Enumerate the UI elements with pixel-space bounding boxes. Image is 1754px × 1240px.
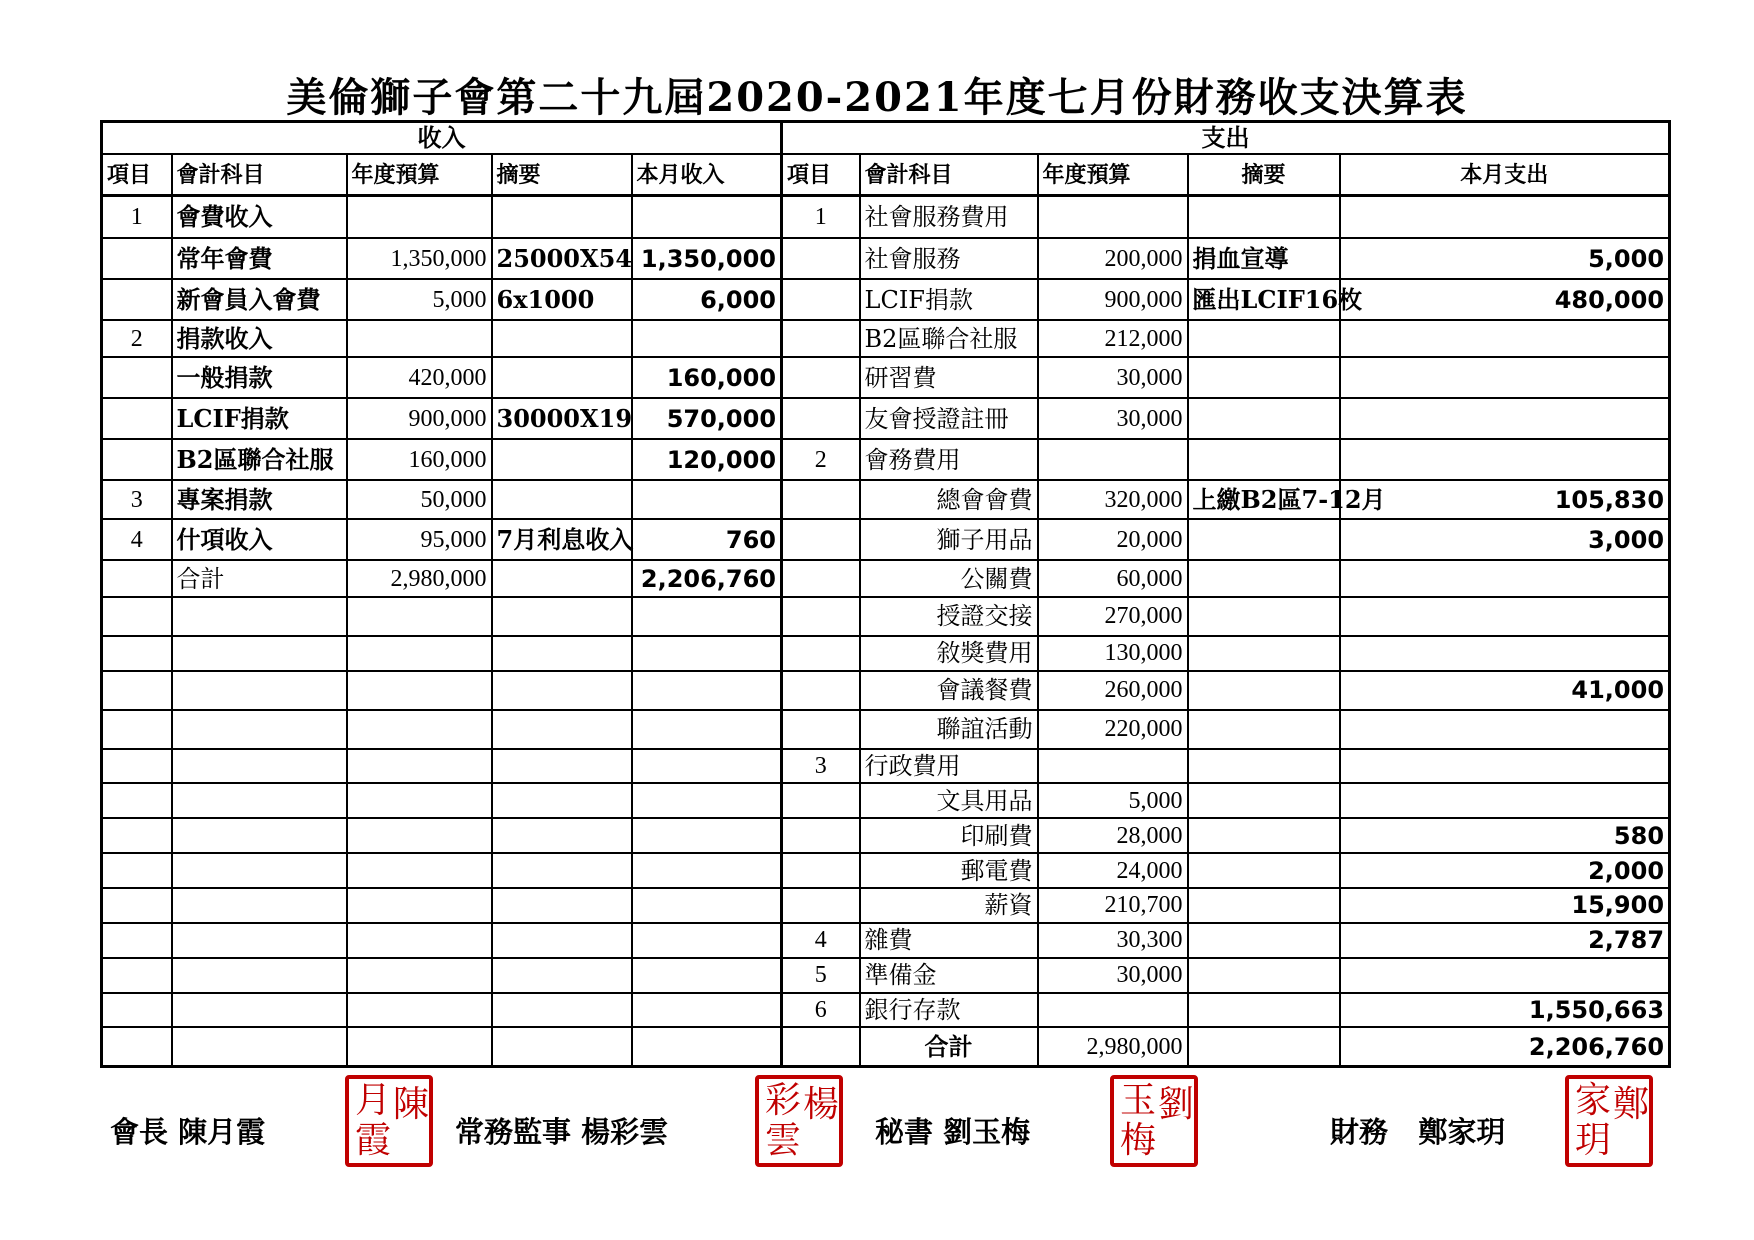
seal-char: 陳 (393, 1084, 430, 1125)
expense-index (782, 560, 860, 597)
expense-budget: 28,000 (1038, 818, 1188, 853)
expense-amount: 5,000 (1340, 238, 1670, 279)
expense-budget: 30,000 (1038, 958, 1188, 993)
table-row (102, 958, 1670, 993)
signature-role: 會長 (110, 1115, 169, 1149)
income-amount (632, 480, 782, 519)
income-budget (347, 958, 492, 993)
income-index (102, 958, 172, 993)
income-col-memo: 摘要 (492, 154, 632, 195)
income-amount: 570,000 (632, 398, 782, 439)
income-memo: 6x1000 (492, 279, 632, 320)
income-account: 一般捐款 (172, 357, 347, 398)
expense-budget: 20,000 (1038, 519, 1188, 560)
expense-memo (1188, 560, 1340, 597)
seal-char: 梅 (1120, 1120, 1157, 1161)
income-amount (632, 320, 782, 357)
income-account: LCIF捐款 (172, 398, 347, 439)
expense-memo (1188, 636, 1340, 671)
income-budget: 50,000 (347, 480, 492, 519)
expense-budget (1038, 195, 1188, 238)
income-memo (492, 560, 632, 597)
expense-account: 研習費 (860, 357, 1038, 398)
expense-account: LCIF捐款 (860, 279, 1038, 320)
signature-treasurer (1330, 1110, 1505, 1151)
expense-amount: 3,000 (1340, 519, 1670, 560)
income-memo: 25000X54 (492, 238, 632, 279)
expense-index (782, 783, 860, 818)
income-memo (492, 480, 632, 519)
expense-memo (1188, 195, 1340, 238)
expense-index (782, 398, 860, 439)
income-amount: 760 (632, 519, 782, 560)
income-memo (492, 671, 632, 710)
income-amount (632, 853, 782, 888)
expense-amount: 480,000 (1340, 279, 1670, 320)
income-memo (492, 923, 632, 958)
seal-char: 玉 (1120, 1080, 1157, 1121)
expense-col-index: 項目 (782, 154, 860, 195)
expense-amount: 2,000 (1340, 853, 1670, 888)
income-amount (632, 1027, 782, 1066)
expense-index: 2 (782, 439, 860, 480)
income-memo (492, 853, 632, 888)
income-amount (632, 958, 782, 993)
expense-amount (1340, 958, 1670, 993)
expense-amount (1340, 439, 1670, 480)
table-row (102, 398, 1670, 439)
expense-budget: 30,000 (1038, 357, 1188, 398)
signature-block (0, 1075, 1754, 1195)
expense-budget: 24,000 (1038, 853, 1188, 888)
expense-index (782, 597, 860, 636)
expense-col-budget: 年度預算 (1038, 154, 1188, 195)
income-amount (632, 636, 782, 671)
signature-supervisor (455, 1110, 668, 1151)
income-amount (632, 783, 782, 818)
expense-budget: 130,000 (1038, 636, 1188, 671)
expense-account: 社會服務 (860, 238, 1038, 279)
income-index (102, 636, 172, 671)
table-row (102, 238, 1670, 279)
expense-memo (1188, 993, 1340, 1028)
income-account (172, 853, 347, 888)
income-amount (632, 749, 782, 784)
income-account (172, 923, 347, 958)
expense-memo (1188, 671, 1340, 710)
expense-budget: 900,000 (1038, 279, 1188, 320)
income-account (172, 993, 347, 1028)
signature-role: 財務 (1330, 1115, 1389, 1149)
expense-account: 文具用品 (860, 783, 1038, 818)
table-row (102, 597, 1670, 636)
income-account (172, 818, 347, 853)
signature-role: 常務監事 (455, 1115, 572, 1149)
income-account (172, 671, 347, 710)
signature-name: 陳月霞 (178, 1115, 266, 1149)
expense-account: 準備金 (860, 958, 1038, 993)
seal-char: 玥 (1575, 1120, 1612, 1161)
expense-index (782, 238, 860, 279)
expense-index (782, 1027, 860, 1066)
income-account: 專案捐款 (172, 480, 347, 519)
expense-index (782, 671, 860, 710)
income-budget (347, 195, 492, 238)
table-row (102, 1027, 1670, 1066)
expense-section-label: 支出 (782, 122, 1670, 155)
expense-memo (1188, 597, 1340, 636)
expense-memo (1188, 888, 1340, 923)
expense-budget (1038, 749, 1188, 784)
income-budget (347, 993, 492, 1028)
income-memo (492, 195, 632, 238)
table-row (102, 853, 1670, 888)
income-index (102, 597, 172, 636)
income-index: 4 (102, 519, 172, 560)
seal-stamp-treasurer (1565, 1075, 1653, 1167)
expense-account: 獅子用品 (860, 519, 1038, 560)
expense-account: 行政費用 (860, 749, 1038, 784)
expense-budget: 212,000 (1038, 320, 1188, 357)
income-amount (632, 195, 782, 238)
seal-char: 霞 (355, 1120, 392, 1161)
expense-account: 雜費 (860, 923, 1038, 958)
expense-amount: 2,206,760 (1340, 1027, 1670, 1066)
column-header-row (102, 154, 1670, 195)
income-account (172, 783, 347, 818)
income-account (172, 958, 347, 993)
table-row (102, 993, 1670, 1028)
expense-budget: 30,000 (1038, 398, 1188, 439)
expense-account: 郵電費 (860, 853, 1038, 888)
expense-account: 總會會費 (860, 480, 1038, 519)
expense-col-account: 會計科目 (860, 154, 1038, 195)
expense-memo (1188, 398, 1340, 439)
income-index (102, 710, 172, 749)
income-col-account: 會計科目 (172, 154, 347, 195)
expense-index (782, 710, 860, 749)
expense-index (782, 480, 860, 519)
income-amount (632, 597, 782, 636)
expense-budget (1038, 993, 1188, 1028)
income-account: B2區聯合社服 (172, 439, 347, 480)
income-memo (492, 993, 632, 1028)
income-amount: 160,000 (632, 357, 782, 398)
seal-char: 鄭 (1613, 1084, 1650, 1125)
expense-amount (1340, 357, 1670, 398)
expense-account: 會議餐費 (860, 671, 1038, 710)
income-memo (492, 818, 632, 853)
income-memo (492, 710, 632, 749)
income-account: 常年會費 (172, 238, 347, 279)
income-budget: 95,000 (347, 519, 492, 560)
expense-budget: 200,000 (1038, 238, 1188, 279)
table-row (102, 480, 1670, 519)
expense-amount (1340, 560, 1670, 597)
expense-memo (1188, 320, 1340, 357)
table-row (102, 357, 1670, 398)
signature-president (110, 1110, 265, 1151)
expense-account: 公關費 (860, 560, 1038, 597)
expense-amount (1340, 320, 1670, 357)
seal-char: 楊 (803, 1084, 840, 1125)
income-budget (347, 923, 492, 958)
seal-char: 彩 (765, 1080, 802, 1121)
income-budget: 2,980,000 (347, 560, 492, 597)
income-budget (347, 853, 492, 888)
income-amount: 2,206,760 (632, 560, 782, 597)
expense-memo: 上繳B2區7-12月 (1188, 480, 1340, 519)
income-index (102, 1027, 172, 1066)
expense-index (782, 357, 860, 398)
table-row (102, 560, 1670, 597)
income-account: 會費收入 (172, 195, 347, 238)
expense-memo (1188, 783, 1340, 818)
table-row (102, 783, 1670, 818)
expense-memo (1188, 357, 1340, 398)
income-memo (492, 636, 632, 671)
expense-col-memo: 摘要 (1188, 154, 1340, 195)
income-amount: 6,000 (632, 279, 782, 320)
expense-budget (1038, 439, 1188, 480)
income-account (172, 749, 347, 784)
expense-budget: 210,700 (1038, 888, 1188, 923)
income-memo (492, 357, 632, 398)
income-amount: 1,350,000 (632, 238, 782, 279)
income-amount (632, 710, 782, 749)
income-index: 3 (102, 480, 172, 519)
expense-account: B2區聯合社服 (860, 320, 1038, 357)
income-budget: 900,000 (347, 398, 492, 439)
expense-account: 社會服務費用 (860, 195, 1038, 238)
income-col-index: 項目 (102, 154, 172, 195)
income-index (102, 818, 172, 853)
expense-memo (1188, 958, 1340, 993)
table-row (102, 279, 1670, 320)
table-row (102, 195, 1670, 238)
income-memo (492, 320, 632, 357)
income-index: 2 (102, 320, 172, 357)
expense-index: 3 (782, 749, 860, 784)
table-row (102, 888, 1670, 923)
expense-budget: 5,000 (1038, 783, 1188, 818)
expense-amount: 2,787 (1340, 923, 1670, 958)
income-index: 1 (102, 195, 172, 238)
signature-name: 楊彩雲 (581, 1115, 669, 1149)
income-amount: 120,000 (632, 439, 782, 480)
income-account (172, 710, 347, 749)
seal-char: 家 (1575, 1080, 1612, 1121)
section-header-row (102, 122, 1670, 155)
table-row (102, 671, 1670, 710)
income-memo (492, 958, 632, 993)
seal-stamp-president (345, 1075, 433, 1167)
income-memo (492, 439, 632, 480)
income-index (102, 560, 172, 597)
seal-stamp-supervisor (755, 1075, 843, 1167)
expense-memo (1188, 710, 1340, 749)
expense-memo: 捐血宣導 (1188, 238, 1340, 279)
seal-char: 月 (355, 1080, 392, 1121)
table-row (102, 818, 1670, 853)
income-index (102, 279, 172, 320)
income-account: 新會員入會費 (172, 279, 347, 320)
income-account: 什項收入 (172, 519, 347, 560)
seal-stamp-secretary (1110, 1075, 1198, 1167)
expense-account: 合計 (860, 1027, 1038, 1066)
expense-account: 會務費用 (860, 439, 1038, 480)
income-col-amount: 本月收入 (632, 154, 782, 195)
income-budget: 420,000 (347, 357, 492, 398)
income-index (102, 783, 172, 818)
expense-budget: 260,000 (1038, 671, 1188, 710)
income-memo (492, 749, 632, 784)
signature-role: 秘書 (875, 1115, 934, 1149)
income-account: 合計 (172, 560, 347, 597)
expense-memo (1188, 923, 1340, 958)
expense-account: 友會授證註冊 (860, 398, 1038, 439)
income-index (102, 357, 172, 398)
income-budget: 1,350,000 (347, 238, 492, 279)
income-col-budget: 年度預算 (347, 154, 492, 195)
table-row (102, 439, 1670, 480)
expense-col-amount: 本月支出 (1340, 154, 1670, 195)
income-section-label: 收入 (102, 122, 782, 155)
expense-amount (1340, 783, 1670, 818)
expense-memo (1188, 853, 1340, 888)
income-account (172, 1027, 347, 1066)
income-amount (632, 888, 782, 923)
income-account: 捐款收入 (172, 320, 347, 357)
expense-budget: 60,000 (1038, 560, 1188, 597)
income-budget (347, 783, 492, 818)
expense-amount (1340, 195, 1670, 238)
expense-account: 聯誼活動 (860, 710, 1038, 749)
income-index (102, 993, 172, 1028)
signature-name: 鄭家玥 (1418, 1115, 1506, 1149)
expense-amount: 15,900 (1340, 888, 1670, 923)
income-amount (632, 993, 782, 1028)
expense-memo: 匯出LCIF16枚 (1188, 279, 1340, 320)
income-memo: 7月利息收入 (492, 519, 632, 560)
income-account (172, 888, 347, 923)
table-row (102, 320, 1670, 357)
expense-account: 敘獎費用 (860, 636, 1038, 671)
income-budget (347, 636, 492, 671)
signature-secretary (875, 1110, 1030, 1151)
income-budget (347, 818, 492, 853)
income-budget (347, 888, 492, 923)
income-budget: 5,000 (347, 279, 492, 320)
expense-amount (1340, 597, 1670, 636)
income-index (102, 671, 172, 710)
expense-account: 銀行存款 (860, 993, 1038, 1028)
expense-index (782, 320, 860, 357)
expense-amount: 580 (1340, 818, 1670, 853)
income-budget (347, 749, 492, 784)
income-index (102, 749, 172, 784)
income-budget (347, 1027, 492, 1066)
expense-amount: 1,550,663 (1340, 993, 1670, 1028)
expense-index (782, 519, 860, 560)
expense-amount (1340, 398, 1670, 439)
table-row (102, 710, 1670, 749)
income-budget (347, 320, 492, 357)
seal-char: 劉 (1158, 1084, 1195, 1125)
expense-budget: 2,980,000 (1038, 1027, 1188, 1066)
expense-budget: 220,000 (1038, 710, 1188, 749)
income-budget (347, 597, 492, 636)
expense-budget: 270,000 (1038, 597, 1188, 636)
expense-index: 6 (782, 993, 860, 1028)
expense-index (782, 279, 860, 320)
income-budget (347, 671, 492, 710)
table-row (102, 519, 1670, 560)
expense-index: 4 (782, 923, 860, 958)
income-index (102, 439, 172, 480)
expense-account: 印刷費 (860, 818, 1038, 853)
income-memo (492, 597, 632, 636)
expense-account: 授證交接 (860, 597, 1038, 636)
expense-amount: 105,830 (1340, 480, 1670, 519)
expense-memo (1188, 439, 1340, 480)
expense-index: 5 (782, 958, 860, 993)
expense-memo (1188, 818, 1340, 853)
income-amount (632, 923, 782, 958)
income-index (102, 398, 172, 439)
expense-amount: 41,000 (1340, 671, 1670, 710)
table-row (102, 749, 1670, 784)
income-account (172, 597, 347, 636)
expense-amount (1340, 636, 1670, 671)
income-memo (492, 1027, 632, 1066)
income-memo (492, 888, 632, 923)
expense-budget: 30,300 (1038, 923, 1188, 958)
expense-account: 薪資 (860, 888, 1038, 923)
seal-char: 雲 (765, 1120, 802, 1161)
income-index (102, 923, 172, 958)
expense-index (782, 853, 860, 888)
expense-index (782, 818, 860, 853)
income-budget (347, 710, 492, 749)
expense-index: 1 (782, 195, 860, 238)
signature-name: 劉玉梅 (943, 1115, 1031, 1149)
income-memo (492, 783, 632, 818)
income-amount (632, 818, 782, 853)
expense-budget: 320,000 (1038, 480, 1188, 519)
income-budget: 160,000 (347, 439, 492, 480)
income-index (102, 238, 172, 279)
income-index (102, 888, 172, 923)
income-amount (632, 671, 782, 710)
expense-memo (1188, 749, 1340, 784)
expense-memo (1188, 1027, 1340, 1066)
table-row (102, 923, 1670, 958)
income-memo: 30000X19 (492, 398, 632, 439)
table-row (102, 636, 1670, 671)
expense-amount (1340, 749, 1670, 784)
expense-index (782, 888, 860, 923)
page-title: 美倫獅子會第二十九屆2020-2021年度七月份財務收支決算表 (286, 74, 1468, 121)
expense-memo (1188, 519, 1340, 560)
income-index (102, 853, 172, 888)
expense-amount (1340, 710, 1670, 749)
expense-index (782, 636, 860, 671)
finance-ledger-table (100, 120, 1671, 1068)
income-account (172, 636, 347, 671)
